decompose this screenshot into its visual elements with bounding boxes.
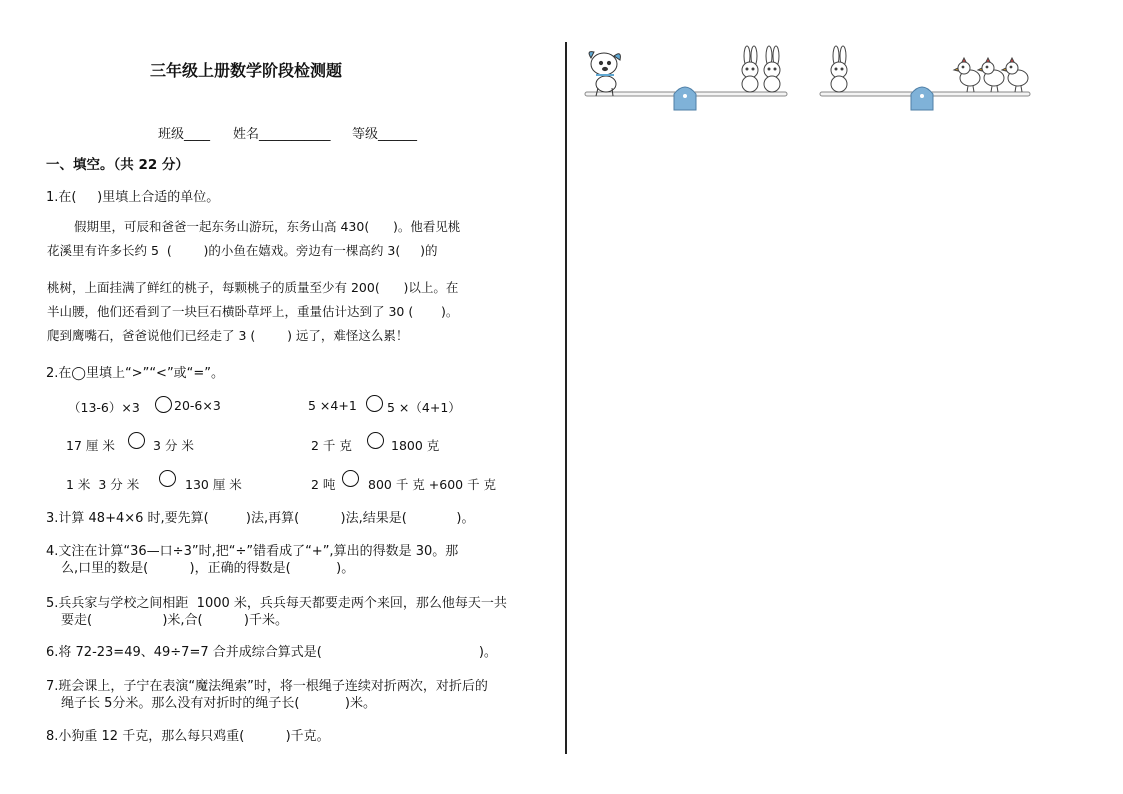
compare-left: 2 吨 xyxy=(311,477,336,492)
column-divider xyxy=(565,42,567,754)
name-field: 姓名___________ xyxy=(233,127,331,142)
question-1-line: 假期里，可辰和爸爸一起东务山游玩，东务山高 430( )。他看见桃 xyxy=(74,219,461,234)
compare-left: 17 厘 米 xyxy=(66,438,115,453)
question-8: 8.小狗重 12 千克，那么每只鸡重( )千克。 xyxy=(46,729,330,744)
compare-left: （13-6）×3 xyxy=(68,400,140,415)
compare-circle[interactable] xyxy=(159,470,176,487)
question-1-line: 半山腰，他们还看到了一块巨石横卧草坪上，重量估计达到了 30 ( )。 xyxy=(47,304,459,319)
compare-left: 5 ×4+1 xyxy=(308,398,357,413)
seesaw-rabbit-chickens xyxy=(818,44,1034,114)
rabbit-icon xyxy=(831,46,847,92)
compare-right: 800 千 克 +600 千 克 xyxy=(368,477,497,492)
compare-right: 1800 克 xyxy=(391,438,440,453)
chicken-icon xyxy=(978,58,1004,92)
question-5-line: 要走( )米,合( )千米。 xyxy=(61,613,288,628)
question-4-line: 么,口里的数是( )，正确的得数是( )。 xyxy=(61,561,355,576)
compare-circle[interactable] xyxy=(342,470,359,487)
compare-right: 20-6×3 xyxy=(174,398,221,413)
compare-right: 3 分 米 xyxy=(153,438,194,453)
rabbit-icon xyxy=(764,46,780,92)
chicken-icon xyxy=(954,58,980,92)
compare-left: 2 千 克 xyxy=(311,438,352,453)
chicken-icon xyxy=(1002,58,1028,92)
compare-right: 5 ×（4+1） xyxy=(387,400,461,415)
question-2-prompt: 2.在◯里填上“>”“<”或“=”。 xyxy=(46,366,225,381)
question-1-line: 桃树，上面挂满了鲜红的桃子，每颗桃子的质量至少有 200( )以上。在 xyxy=(47,280,459,295)
question-1-prompt: 1.在( )里填上合适的单位。 xyxy=(46,190,220,205)
question-1-line: 花溪里有许多长约 5 ( )的小鱼在嬉戏。旁边有一棵高约 3( )的 xyxy=(47,243,438,258)
compare-circle[interactable] xyxy=(155,396,172,413)
compare-right: 130 厘 米 xyxy=(185,477,242,492)
class-field: 班级____ xyxy=(158,127,211,142)
question-7-line: 7.班会课上，子宁在表演“魔法绳索”时，将一根绳子连续对折两次，对折后的 xyxy=(46,679,488,694)
compare-circle[interactable] xyxy=(128,432,145,449)
question-7-line: 绳子长 5分米。那么没有对折时的绳子长( )米。 xyxy=(61,696,377,711)
question-3: 3.计算 48+4×6 时,要先算( )法,再算( )法,结果是( )。 xyxy=(46,511,475,526)
page-title: 三年级上册数学阶段检测题 xyxy=(150,61,343,80)
section-heading: 一、填空。（共 22 分） xyxy=(46,157,189,173)
rabbit-icon xyxy=(742,46,758,92)
question-1-line: 爬到鹰嘴石，爸爸说他们已经走了 3 ( ) 远了，难怪这么累！ xyxy=(47,328,409,343)
question-5-line: 5.兵兵家与学校之间相距 1000 米，兵兵每天都要走两个来回，那么他每天一共 xyxy=(46,596,507,611)
grade-field: 等级______ xyxy=(352,127,418,142)
question-4-line: 4.文注在计算“36—口÷3”时,把“÷”错看成了“+”,算出的得数是 30。那 xyxy=(46,544,459,559)
compare-circle[interactable] xyxy=(367,432,384,449)
question-6: 6.将 72-23=49、49÷7=7 合并成综合算式是( )。 xyxy=(46,645,497,660)
seesaw-dog-rabbits xyxy=(582,44,792,114)
compare-left: 1 米 3 分 米 xyxy=(66,477,140,492)
dog-icon xyxy=(589,52,620,96)
compare-circle[interactable] xyxy=(366,395,383,412)
